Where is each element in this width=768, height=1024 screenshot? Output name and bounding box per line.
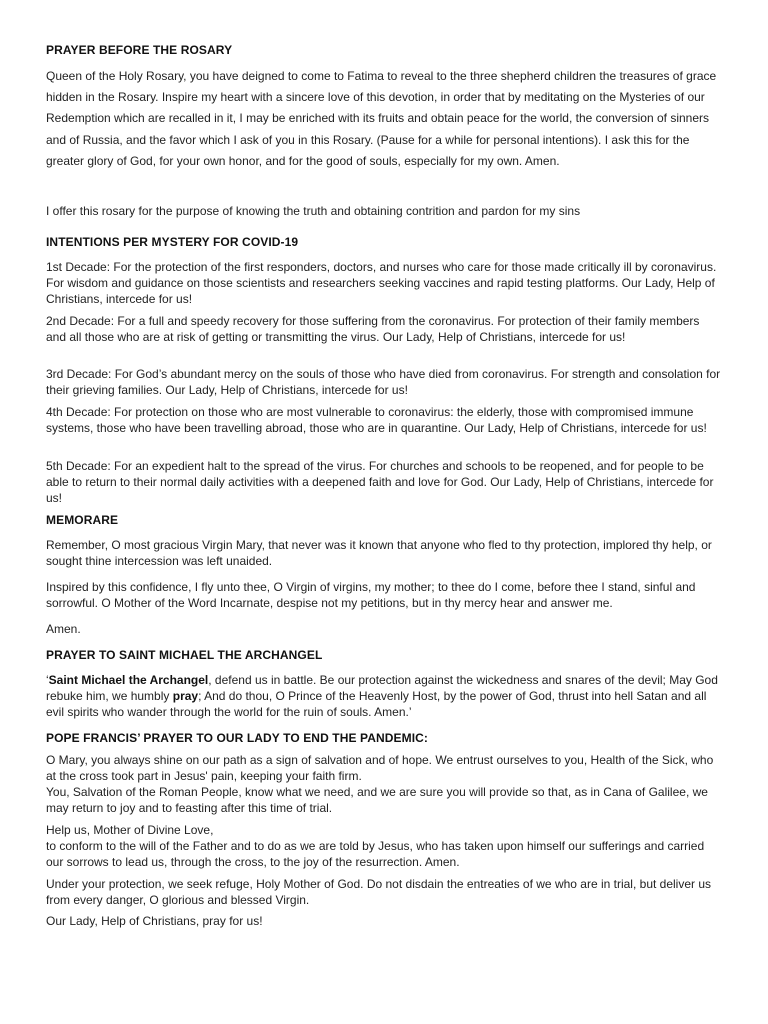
saint-michael-name: Saint Michael the Archangel <box>48 673 209 687</box>
francis-paragraph-1 <box>46 753 722 817</box>
heading-intentions: INTENTIONS PER MYSTERY FOR COVID-19 <box>46 235 299 249</box>
rosary-offering-paragraph: I offer this rosary for the purpose of knowing the truth and obtaining contrition and pardon for my sins <box>46 204 581 218</box>
saint-michael-text-2: ; And do thou, O Prince of the Heavenly Host, by the power of God, thrust into hell Satan and all evil spirits who wander through the world for the ruin of souls. Amen.’ <box>46 688 707 719</box>
francis-paragraph-1b: You, Salvation of the Roman People, know what we need, and we are sure you will provide so that, as in Cana of Galilee, we may return to joy and to feasting after this time of trial. <box>46 784 708 815</box>
heading-prayer-before-rosary: PRAYER BEFORE THE ROSARY <box>46 43 233 57</box>
decade-4-text: 4th Decade: For protection on those who are most vulnerable to coronavirus: the elderly, those with compromised immune systems, those who have been travelling abroad, those who are in quarantine. Our Lady, Help of Christians, intercede for us! <box>46 405 707 435</box>
memorare-amen: Amen. <box>46 622 81 636</box>
memorare-paragraph-2: Inspired by this confidence, I fly unto thee, O Virgin of virgins, my mother; to thee do I come, before thee I stand, sinful and sorrowful. O Mother of the Word Incarnate, despise not my petitions, but in thy mercy hear and answer me. <box>46 580 696 610</box>
saint-michael-text-1: , defend us in battle. Be our protection against the wickedness and snares of the devil; May God rebuke him, we humbly <box>46 673 718 703</box>
decade-2-text: 2nd Decade: For a full and speedy recovery for those suffering from the coronavirus. For protection of their family members and all those who are at risk of getting or transmitting the virus. Our Lady, Help of Christians, intercede for us! <box>46 314 700 344</box>
francis-closing-line: Our Lady, Help of Christians, pray for us! <box>46 914 263 928</box>
decade-1-text: 1st Decade: For the protection of the first responders, doctors, and nurses who care for those made critically ill by coronavirus. For wisdom and guidance on those scientists and researchers seeking vaccines and rapid testing platforms. Our Lady, Help of Christians, intercede for us! <box>46 260 717 306</box>
memorare-paragraph-1: Remember, O most gracious Virgin Mary, that never was it known that anyone who fled to thy protection, implored thy help, or sought thine intercession was left unaided. <box>46 538 712 568</box>
heading-pope-francis-prayer: POPE FRANCIS’ PRAYER TO OUR LADY TO END THE PANDEMIC: <box>46 731 429 745</box>
francis-paragraph-2a: Help us, Mother of Divine Love, <box>46 823 214 837</box>
francis-paragraph-2 <box>46 823 722 871</box>
francis-paragraph-1a: O Mary, you always shine on our path as a sign of salvation and of hope. We entrust ourselves to you, Health of the Sick, who at the cross took part in Jesus' pain, keeping your faith firm. <box>46 753 714 783</box>
francis-paragraph-2b: to conform to the will of the Father and to do as we are told by Jesus, who has taken upon himself our sufferings and carried our sorrows to lead us, through the cross, to the joy of the resurrection. Amen. <box>46 838 705 869</box>
francis-paragraph-3: Under your protection, we seek refuge, Holy Mother of God. Do not disdain the entreaties of we who are in trial, but deliver us from every danger, O glorious and blessed Virgin. <box>46 877 712 907</box>
saint-michael-paragraph <box>46 673 722 721</box>
pray-word: pray <box>172 688 199 703</box>
decade-5-text: 5th Decade: For an expedient halt to the spread of the virus. For churches and schools to be reopened, and for people to be able to return to their normal daily activities with a deepened faith and love for God. Our Lady, Help of Christians, intercede for us! <box>46 459 714 505</box>
decade-3-text: 3rd Decade: For God’s abundant mercy on the souls of those who have died from coronavirus. For strength and consolation for their grieving families. Our Lady, Help of Christians, intercede for us! <box>46 367 721 397</box>
rosary-prayer-paragraph: Queen of the Holy Rosary, you have deigned to come to Fatima to reveal to the three shepherd children the treasures of grace hidden in the Rosary. Inspire my heart with a sincere love of this devotion, in order that by meditating on the Mysteries of our Redemption which are recalled in it, I may be enriched with its fruits and obtain peace for the world, the conversion of sinners and of Russia, and the favor which I ask of you in this Rosary. (Pause for a while for personal intentions). I ask this for the greater glory of God, for your own honor, and for the good of souls, especially for my own. Amen. <box>46 69 717 168</box>
heading-saint-michael: PRAYER TO SAINT MICHAEL THE ARCHANGEL <box>46 648 323 662</box>
heading-memorare: MEMORARE <box>46 513 119 527</box>
quote-open: ‘ <box>46 673 49 687</box>
